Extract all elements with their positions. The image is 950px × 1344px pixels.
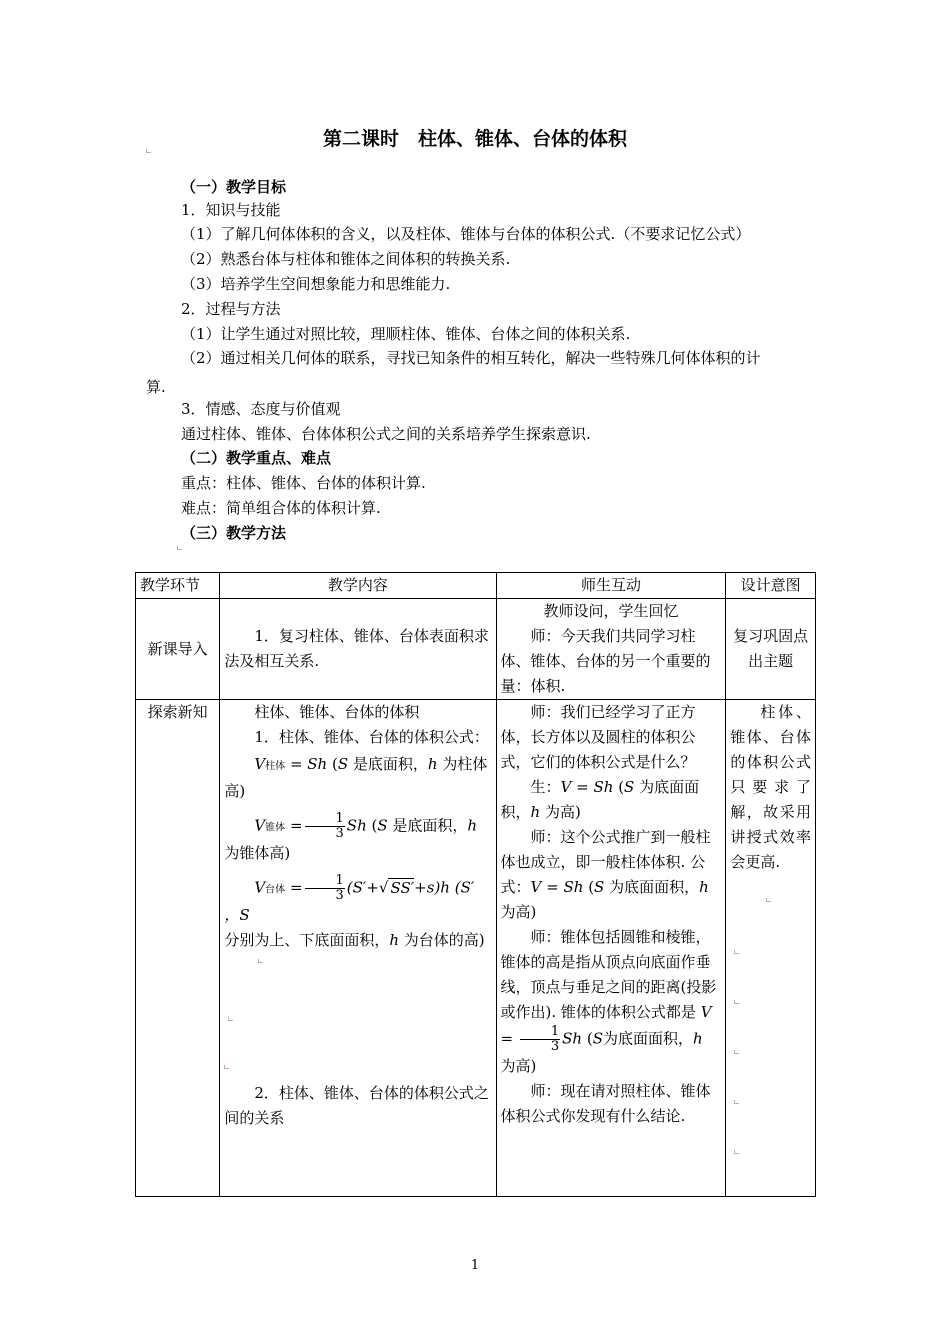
interaction-cell bbox=[496, 599, 726, 700]
interaction-text: 生：V = Sh (S 为底面面积，h 为高) bbox=[500, 778, 700, 821]
formula-prism: V柱体 = Sh (S 是底面积，h 为柱体高) bbox=[224, 755, 488, 800]
spacer bbox=[224, 953, 491, 1081]
paragraph-mark bbox=[177, 546, 182, 550]
intent-text: 柱体、锥体、台体的体积公式只要求了解，故采用讲授式效率会更高. bbox=[730, 703, 811, 871]
objective-line: （3）培养学生空间想象能力和思维能力. bbox=[181, 275, 451, 293]
interaction-text: 师：我们已经学习了正方体，长方体以及圆柱的体积公式，它们的体积公式是什么？ bbox=[500, 703, 696, 771]
table-row bbox=[136, 700, 816, 1197]
objective-line: （1）了解几何体体积的含义，以及柱体、锥体与台体的体积公式.（不要求记忆公式） bbox=[181, 225, 751, 243]
difficulty-line: 难点：简单组合体的体积计算. bbox=[181, 499, 381, 517]
content-title: 柱体、锥体、台体的体积 bbox=[254, 703, 420, 721]
content-text: 1．柱体、锥体、台体的体积公式： bbox=[254, 728, 489, 746]
formula-frustum: V台体 = $\frac{1}{3}$ (S′+√ SS′+s)h (S′ ，S 分别为上、下底面面积，h 为台体的高) bbox=[224, 873, 485, 949]
content-cell bbox=[220, 700, 496, 1197]
formula-cone: V锥体 = $\frac{1}{3}$ Sh (S 是底面积，h 为锥体高) bbox=[224, 811, 478, 862]
subheading-values: 3．情感、态度与价值观 bbox=[181, 400, 341, 418]
paragraph-mark bbox=[734, 1150, 739, 1154]
objective-line: 通过柱体、锥体、台体体积公式之间的关系培养学生探索意识. bbox=[181, 425, 591, 443]
page-title: 第二课时 柱体、锥体、台体的体积 bbox=[322, 128, 627, 150]
interaction-text: 师：今天我们共同学习柱体、锥体、台体的另一个重要的量：体积. bbox=[500, 627, 711, 695]
objective-line-cont: 算. bbox=[146, 378, 166, 396]
stage-cell: 新课导入 bbox=[136, 599, 220, 700]
paragraph-mark bbox=[734, 1100, 739, 1104]
paragraph-mark bbox=[734, 1050, 739, 1054]
header-cell: 教学环节 bbox=[136, 573, 220, 599]
interaction-text: 教师设问，学生回忆 bbox=[543, 602, 679, 620]
content-text: 2．柱体、锥体、台体的体积公式之间的关系 bbox=[224, 1084, 489, 1127]
content-cell bbox=[220, 599, 496, 700]
intent-cell: 复习巩固点出主题 bbox=[726, 599, 816, 700]
table-row bbox=[136, 599, 816, 700]
header-cell: 设计意图 bbox=[726, 573, 816, 599]
paragraph-mark bbox=[766, 898, 771, 902]
intent-cell bbox=[726, 700, 816, 1197]
stage-cell: 探索新知 bbox=[136, 700, 220, 1197]
paragraph-mark bbox=[734, 950, 739, 954]
interaction-text: 师：锥体包括圆锥和棱锥，锥体的高是指从顶点向底面作垂线，顶点与垂足之间的距离(投影或作出). 锥体的体积公式都是 V = $\frac{1}{3}$ Sh (S为底面面积，h 为高) bbox=[500, 928, 717, 1075]
objective-line: （2）通过相关几何体的联系，寻找已知条件的相互转化，解决一些特殊几何体体积的计 bbox=[181, 349, 761, 367]
table-header-row bbox=[136, 573, 816, 599]
keypoint-line: 重点：柱体、锥体、台体的体积计算. bbox=[181, 474, 426, 492]
interaction-cell bbox=[496, 700, 726, 1197]
section-heading-method: （三）教学方法 bbox=[181, 524, 287, 542]
section-heading-objectives: （一）教学目标 bbox=[181, 178, 287, 196]
content-text: 1．复习柱体、锥体、台体表面积求法及相互关系. bbox=[224, 627, 489, 670]
subheading-process: 2．过程与方法 bbox=[181, 300, 281, 318]
objective-line: （1）让学生通过对照比较，理顺柱体、锥体、台体之间的体积关系. bbox=[181, 325, 631, 343]
interaction-text: 师：这个公式推广到一般柱体也成立，即一般柱体体积. 公式：V = Sh (S 为底面面积，h 为高) bbox=[500, 828, 711, 921]
interaction-text: 师：现在请对照柱体、锥体体积公式你发现有什么结论. bbox=[500, 1082, 711, 1125]
section-heading-keypoints: （二）教学重点、难点 bbox=[181, 449, 332, 467]
paragraph-mark bbox=[228, 1017, 233, 1021]
objective-line: （2）熟悉台体与柱体和锥体之间体积的转换关系. bbox=[181, 250, 511, 268]
paragraph-mark bbox=[734, 1000, 739, 1004]
header-cell: 教学内容 bbox=[220, 573, 496, 599]
paragraph-mark bbox=[258, 959, 263, 963]
subheading-knowledge: 1．知识与技能 bbox=[181, 201, 281, 219]
header-cell: 师生互动 bbox=[496, 573, 726, 599]
paragraph-mark bbox=[146, 149, 151, 153]
page-number: 1 bbox=[470, 1258, 480, 1273]
lesson-table bbox=[135, 572, 816, 1197]
paragraph-mark bbox=[224, 1065, 229, 1069]
